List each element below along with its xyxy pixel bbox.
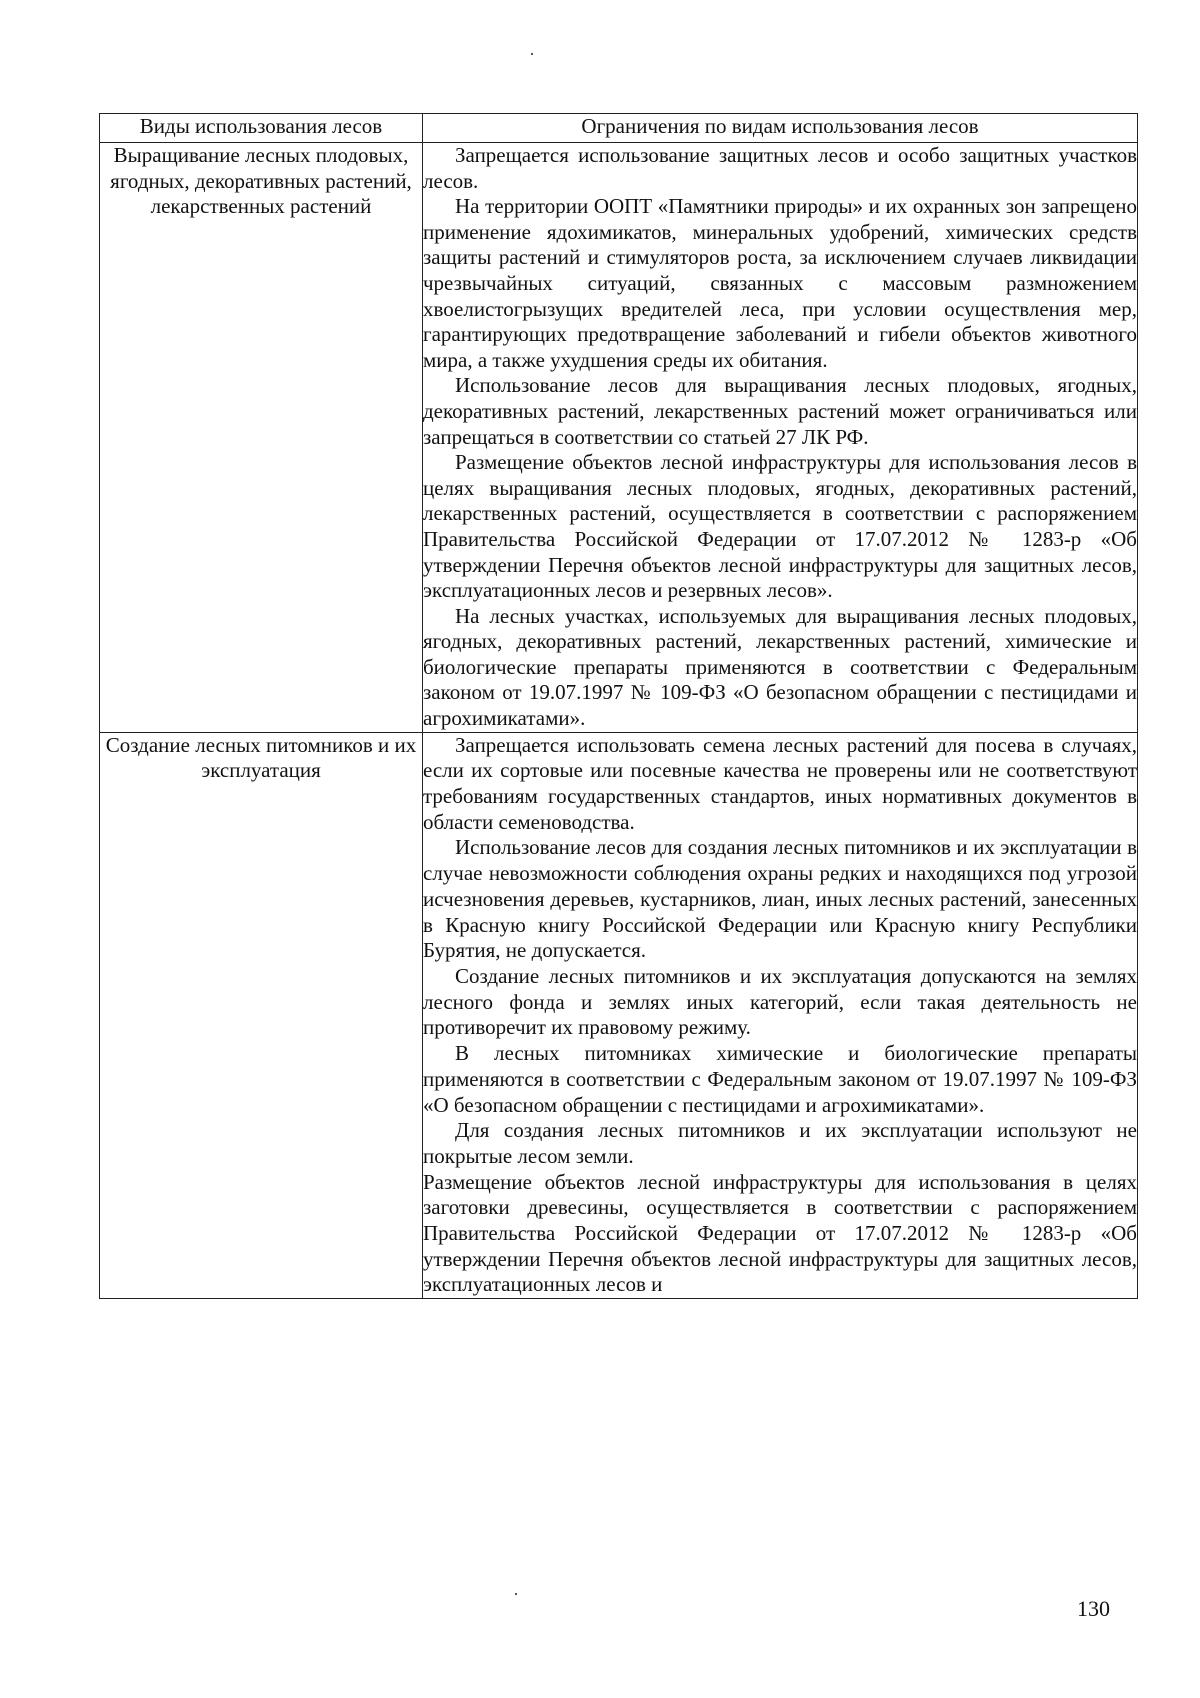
use-type-cell: Создание лесных питомников и их эксплуатация [100, 732, 423, 1298]
forest-use-restrictions-table [99, 113, 1138, 1299]
restriction-paragraph: На территории ООПТ «Памятники природы» и их охранных зон запрещено применение ядохимикатов, минеральных удобрений, химических средств защиты растений и стимуляторов роста, за исключением случаев ликвидации чрезвычайных ситуаций, связанных с массовым размножением хвоелистогрызущих вредителей леса, при условии осуществления мер, гарантирующих предотвращение заболеваний и гибели объектов животного мира, а также ухудшения среды их обитания. [423, 194, 1137, 372]
restrictions-cell [423, 143, 1138, 733]
use-type-cell: Выращивание лесных плодовых, ягодных, декоративных растений, лекарственных растений [100, 143, 423, 733]
restrictions-cell [423, 732, 1138, 1298]
restriction-paragraph: Использование лесов для создания лесных питомников и их эксплуатации в случае невозможности соблюдения охраны редких и находящихся под угрозой исчезновения деревьев, кустарников, лиан, иных лесных растений, занесенных в Красную книгу Российской Федерации или Красную книгу Республики Бурятия, не допускается. [423, 835, 1137, 963]
table-header-row [100, 114, 1138, 143]
restriction-paragraph: Размещение объектов лесной инфраструктуры для использования лесов в целях выращивания лесных плодовых, ягодных, декоративных растений, лекарственных растений, осуществляется в соответствии с распоряжением Правительства Российской Федерации от 17.07.2012 № 1283-р «Об утверждении Перечня объектов лесной инфраструктуры для защитных лесов, эксплуатационных лесов и резервных лесов». [423, 450, 1137, 603]
restriction-paragraph: Создание лесных питомников и их эксплуатация допускаются на землях лесного фонда и землях иных категорий, если такая деятельность не противоречит их правовому режиму. [423, 963, 1137, 1040]
restriction-paragraph: Для создания лесных питомников и их эксплуатации используют не покрытые лесом земли. [423, 1118, 1137, 1168]
page-number: 130 [1077, 1596, 1110, 1621]
column-header-restrictions: Ограничения по видам использования лесов [423, 114, 1138, 143]
table-row [100, 732, 1138, 1298]
scan-speck [515, 1593, 517, 1595]
restriction-paragraph: Использование лесов для выращивания лесных плодовых, ягодных, декоративных растений, лекарственных растений может ограничиваться или запрещаться в соответствии со статьей 27 ЛК РФ. [423, 373, 1137, 449]
restriction-paragraph: В лесных питомниках химические и биологические препараты применяются в соответствии с Федеральным законом от 19.07.1997 № 109-ФЗ «О безопасном обращении с пестицидами и агрохимикатами». [423, 1041, 1137, 1117]
restriction-paragraph: Размещение объектов лесной инфраструктуры для использования в целях заготовки древесины, осуществляется в соответствии с распоряжением Правительства Российской Федерации от 17.07.2012 № 1283-р «Об утверждении Перечня объектов лесной инфраструктуры для защитных лесов, эксплуатационных лесов и [423, 1169, 1137, 1297]
restriction-paragraph: Запрещается использовать семена лесных растений для посева в случаях, если их сортовые или посевные качества не проверены или не соответствуют требованиям государственных стандартов, иных нормативных документов в области семеноводства. [423, 732, 1137, 834]
column-header-use-type: Виды использования лесов [100, 114, 423, 143]
table-row [100, 143, 1138, 733]
scan-speck [531, 53, 533, 55]
restriction-paragraph: Запрещается использование защитных лесов и особо защитных участков лесов. [423, 143, 1137, 193]
restriction-paragraph: На лесных участках, используемых для выращивания лесных плодовых, ягодных, декоративных растений, лекарственных растений, химические и биологические препараты применяются в соответствии с Федеральным законом от 19.07.1997 № 109-ФЗ «О безопасном обращении с пестицидами и агрохимикатами». [423, 603, 1137, 731]
